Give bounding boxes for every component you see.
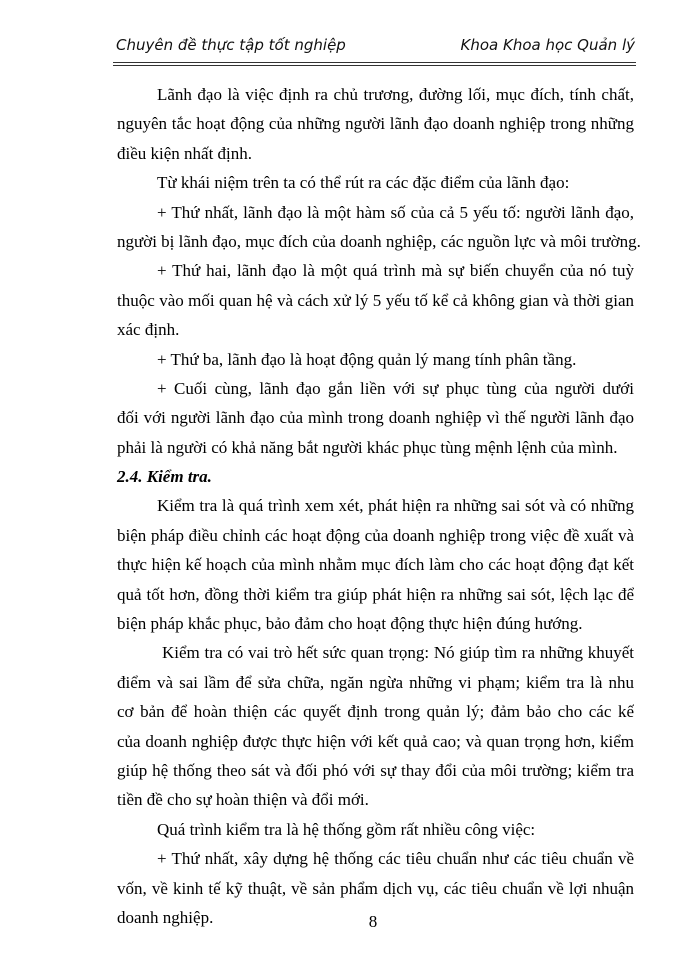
paragraph-line: biện pháp khắc phục, bảo đảm cho hoạt động thực hiện đúng hướng.: [117, 614, 583, 634]
header-left: Chuyên đề thực tập tốt nghiệp: [116, 36, 346, 54]
paragraph-line: thực hiện kế hoạch của mình nhằm mục đích làm cho các hoạt động đạt kết: [117, 555, 634, 575]
paragraph-line: + Thứ ba, lãnh đạo là hoạt động quản lý mang tính phân tầng.: [157, 349, 577, 369]
paragraph-line: thuộc vào mối quan hệ và cách xử lý 5 yếu tố kể cả không gian và thời gian: [117, 290, 634, 310]
paragraph-line: phải là người có khả năng bắt người khác phục tùng mệnh lệnh của mình.: [117, 437, 618, 457]
paragraph-line: quả tốt hơn, đồng thời kiểm tra giúp phát hiện ra những sai sót, lệch lạc để: [117, 584, 634, 604]
paragraph-line: tiền đề cho sự hoàn thiện và đổi mới.: [117, 790, 369, 810]
paragraph-line: doanh nghiệp.: [117, 907, 214, 927]
paragraph-line: Quá trình kiểm tra là hệ thống gồm rất nhiều công việc:: [157, 819, 536, 839]
page-number: 8: [368, 912, 378, 931]
paragraph-line: vốn, về kinh tế kỹ thuật, về sản phẩm dịch vụ, các tiêu chuẩn về lợi nhuận: [117, 878, 634, 898]
paragraph-line: biện pháp điều chỉnh các hoạt động của doanh nghiệp trong việc đề xuất và: [117, 525, 634, 545]
paragraph-line: + Thứ hai, lãnh đạo là một quá trình mà sự biến chuyển của nó tuỳ: [157, 261, 634, 281]
paragraph-line: + Cuối cùng, lãnh đạo gắn liền với sự phục tùng của người dưới: [157, 378, 634, 398]
header-double-rule: [113, 62, 636, 66]
paragraph-line: xác định.: [117, 320, 180, 340]
paragraph-line: của doanh nghiệp được thực hiện với kết quả cao; và quan trọng hơn, kiểm: [117, 731, 634, 751]
paragraph-line: Từ khái niệm trên ta có thể rút ra các đặc điểm của lãnh đạo:: [157, 173, 570, 193]
paragraph-line: nguyên tắc hoạt động của những người lãnh đạo doanh nghiệp trong những: [117, 114, 634, 134]
paragraph-line: người bị lãnh đạo, mục đích của doanh nghiệp, các nguồn lực và môi trường.: [117, 231, 641, 251]
paragraph-line: điểm và sai lầm để sửa chữa, ngăn ngừa những vi phạm; kiểm tra là nhu: [117, 672, 634, 692]
paragraph-line: cơ bản để hoàn thiện các quyết định trong quản lý; đảm bảo cho các kế: [117, 702, 634, 722]
paragraph-line: điều kiện nhất định.: [117, 143, 253, 163]
paragraph-line: đối với người lãnh đạo của mình trong doanh nghiệp vì thế người lãnh đạo: [117, 408, 634, 428]
document-body: [117, 80, 641, 932]
paragraph-line: + Thứ nhất, xây dựng hệ thống các tiêu chuẩn như các tiêu chuẩn về: [157, 849, 634, 869]
paragraph-line: Lãnh đạo là việc định ra chủ trương, đường lối, mục đích, tính chất,: [157, 85, 634, 104]
paragraph-line: Kiểm tra có vai trò hết sức quan trọng: Nó giúp tìm ra những khuyết: [162, 643, 634, 663]
paragraph-line: giúp hệ thống theo sát và đối phó với sự thay đổi của môi trường; kiểm tra: [117, 760, 634, 780]
paragraph-line: + Thứ nhất, lãnh đạo là một hàm số của cả 5 yếu tố: người lãnh đạo,: [157, 202, 634, 222]
section-heading: 2.4. Kiểm tra.: [117, 467, 212, 487]
header-right: Khoa Khoa học Quản lý: [460, 36, 635, 54]
paragraph-line: Kiểm tra là quá trình xem xét, phát hiện ra những sai sót và có những: [157, 496, 634, 516]
